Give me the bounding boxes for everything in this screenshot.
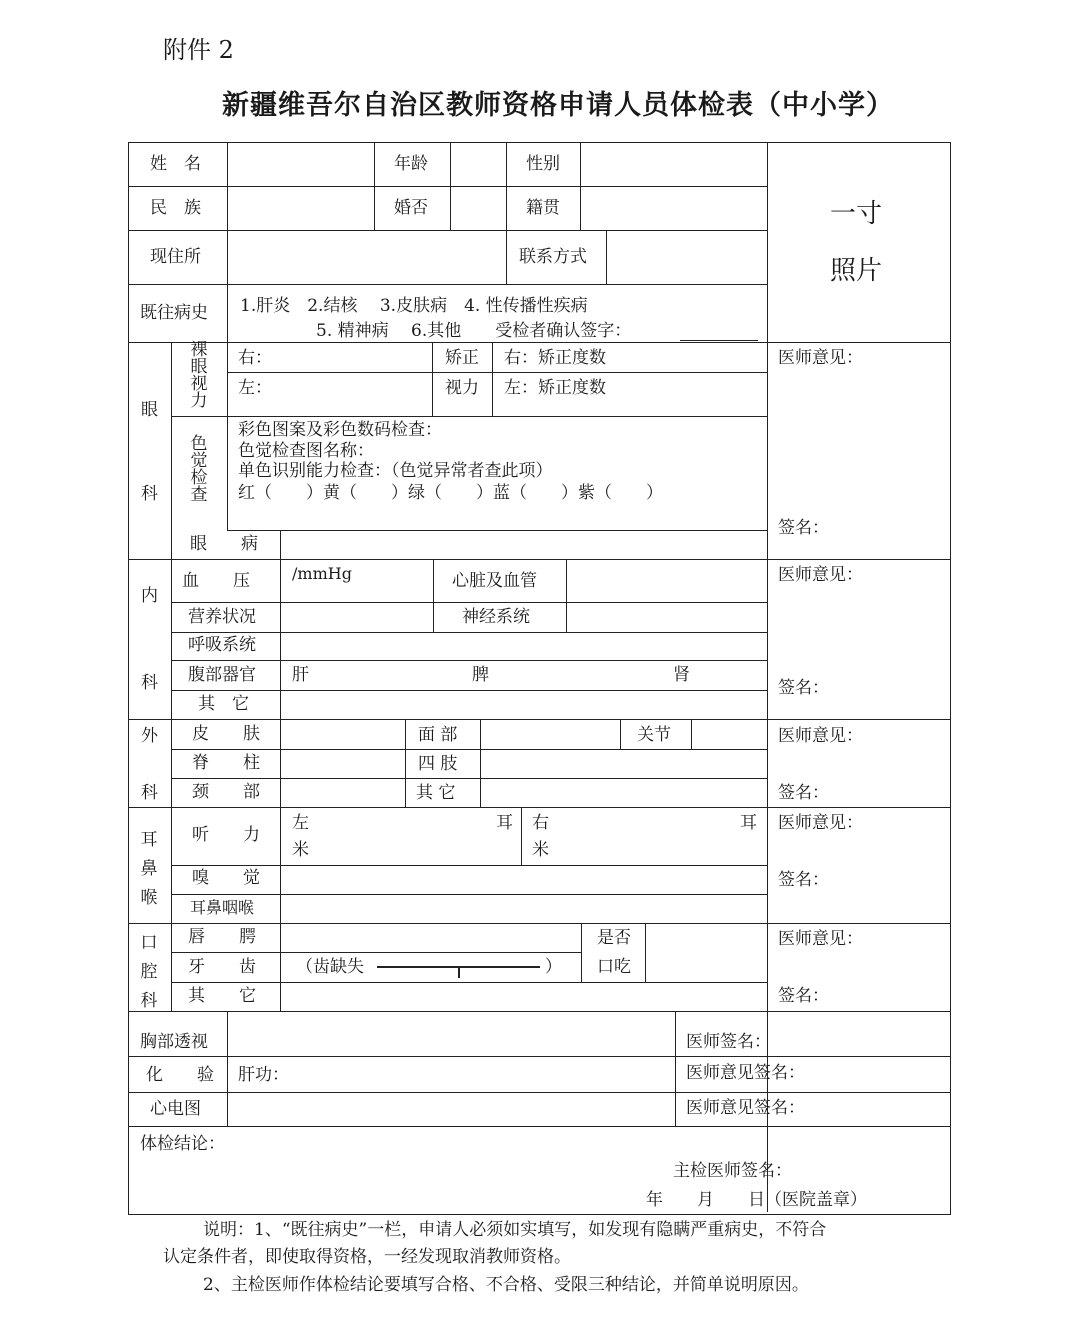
origin-label: 籍贯 [526,198,560,218]
kidney-label: 肾 [673,665,690,685]
name-label: 姓 名 [150,154,201,174]
surgery-section-label-bottom: 科 [141,783,158,803]
eye-section-label-top: 眼 [141,400,158,420]
history-signature-line [680,340,758,341]
contact-label: 联系方式 [519,247,587,267]
liver-function-label: 肝功： [238,1065,289,1085]
corrected-label-1: 矫正 [445,348,479,368]
color-check-line3: 单色识别能力检查：（色觉异常者查此项） [238,461,553,481]
age-label: 年龄 [394,154,428,174]
marital-label: 婚否 [394,198,428,218]
eye-signature: 签名： [778,518,829,538]
right-ear-suffix: 耳 [740,813,757,833]
color-check-line4: 红（ ）黄（ ）绿（ ）蓝（ ）紫（ ） [238,483,663,503]
address-label: 现住所 [150,247,201,267]
oral-doctor-opinion: 医师意见： [778,929,863,949]
ecg-doctor-sign: 医师意见签名： [686,1098,805,1118]
attachment-label: 附件 2 [163,36,234,64]
ethnicity-label: 民 族 [150,198,201,218]
stutter-label-1: 是否 [597,928,631,948]
photo-size-label: 一寸 [830,199,883,229]
left-ear-suffix: 耳 [496,813,513,833]
smell-label: 嗅 觉 [192,868,260,888]
joint-label: 关节 [637,725,671,745]
photo-label: 照片 [830,256,883,286]
history-options-line2: 5. 精神病 6.其他 受检者确认签字： [316,321,632,341]
form-title: 新疆维吾尔自治区教师资格申请人员体检表（中小学） [222,90,894,121]
blood-pressure-unit: /mmHg [292,564,352,583]
teeth-label: 牙 齿 [188,957,256,977]
oral-section-label: 口腔科 [140,933,158,1011]
spine-label: 脊 柱 [192,753,260,773]
skin-label: 皮 肤 [192,724,260,744]
ent-signature: 签名： [778,870,829,890]
right-meter-label: 米 [532,840,549,860]
conclusion-label: 体检结论： [140,1134,225,1154]
note-1-line-a: 说明：1、“既往病史”一栏，申请人必须如实填写，如发现有隐瞒严重病史，不符合 [203,1220,827,1240]
lips-label: 唇 腭 [188,927,256,947]
gender-label: 性别 [526,154,560,174]
missing-teeth-close: ） [545,957,562,977]
ecg-label: 心电图 [150,1099,201,1119]
corrected-label-2: 视力 [445,378,479,398]
blood-pressure-label: 血 压 [182,571,250,591]
respiratory-label: 呼吸系统 [188,635,256,655]
oral-signature: 签名： [778,986,829,1006]
color-check-line1: 彩色图案及彩色数码检查： [238,420,442,440]
naked-right-label: 右： [238,348,272,368]
left-ear-label: 左 [292,813,309,833]
internal-other-label: 其 它 [198,694,249,714]
internal-section-label-top: 内 [141,586,158,606]
note-1-line-b: 认定条件者，即使取得资格，一经发现取消教师资格。 [163,1247,571,1267]
naked-vision-label: 裸眼视力 [190,340,208,411]
xray-doctor-sign: 医师签名： [686,1032,771,1052]
history-options-line1: 1.肝炎 2.结核 3.皮肤病 4. 性传播性疾病 [240,296,588,316]
limbs-label: 四 肢 [418,754,458,774]
corrected-right: 右：矫正度数 [504,348,606,368]
nerve-label: 神经系统 [462,607,530,627]
naked-left-label: 左： [238,378,272,398]
oral-other-label: 其 它 [188,986,256,1006]
color-vision-label: 色觉检查 [190,434,208,505]
spleen-label: 脾 [472,665,489,685]
surgery-doctor-opinion: 医师意见： [778,726,863,746]
surgery-signature: 签名： [778,783,829,803]
internal-signature: 签名： [778,678,829,698]
left-meter-label: 米 [292,840,309,860]
nutrition-label: 营养状况 [188,607,256,627]
neck-label: 颈 部 [192,782,260,802]
chief-doctor-sign: 主检医师签名： [673,1161,792,1181]
missing-teeth-open: （齿缺失 [296,957,364,977]
corrected-left: 左：矫正度数 [504,378,606,398]
ent-doctor-opinion: 医师意见： [778,813,863,833]
face-label: 面 部 [418,725,458,745]
eye-disease-label: 眼 病 [190,534,258,554]
ear-nose-throat-label: 耳鼻咽喉 [190,898,255,917]
history-label: 既往病史 [140,303,208,323]
teeth-chart-vertical [458,966,460,978]
eye-doctor-opinion: 医师意见： [778,348,863,368]
surgery-section-label-top: 外 [141,726,158,746]
surgery-other-label: 其 它 [416,783,456,803]
heart-label: 心脏及血管 [452,571,537,591]
xray-label: 胸部透视 [140,1032,208,1052]
liver-label: 肝 [292,665,309,685]
eye-section-label-bottom: 科 [141,484,158,504]
lab-doctor-sign: 医师意见签名： [686,1063,805,1083]
abdomen-label: 腹部器官 [188,665,256,685]
stutter-label-2: 口吃 [597,957,631,977]
internal-section-label-bottom: 科 [141,673,158,693]
right-ear-label: 右 [532,813,549,833]
lab-label: 化 验 [146,1065,214,1085]
internal-doctor-opinion: 医师意见： [778,565,863,585]
conclusion-date-stamp: 年 月 日（医院盖章） [646,1190,867,1210]
color-check-line2: 色觉检查图名称： [238,441,374,461]
hearing-label: 听 力 [192,825,260,845]
note-2: 2、主检医师作体检结论要填写合格、不合格、受限三种结论，并简单说明原因。 [203,1275,809,1295]
ent-section-label: 耳鼻喉 [140,830,158,908]
